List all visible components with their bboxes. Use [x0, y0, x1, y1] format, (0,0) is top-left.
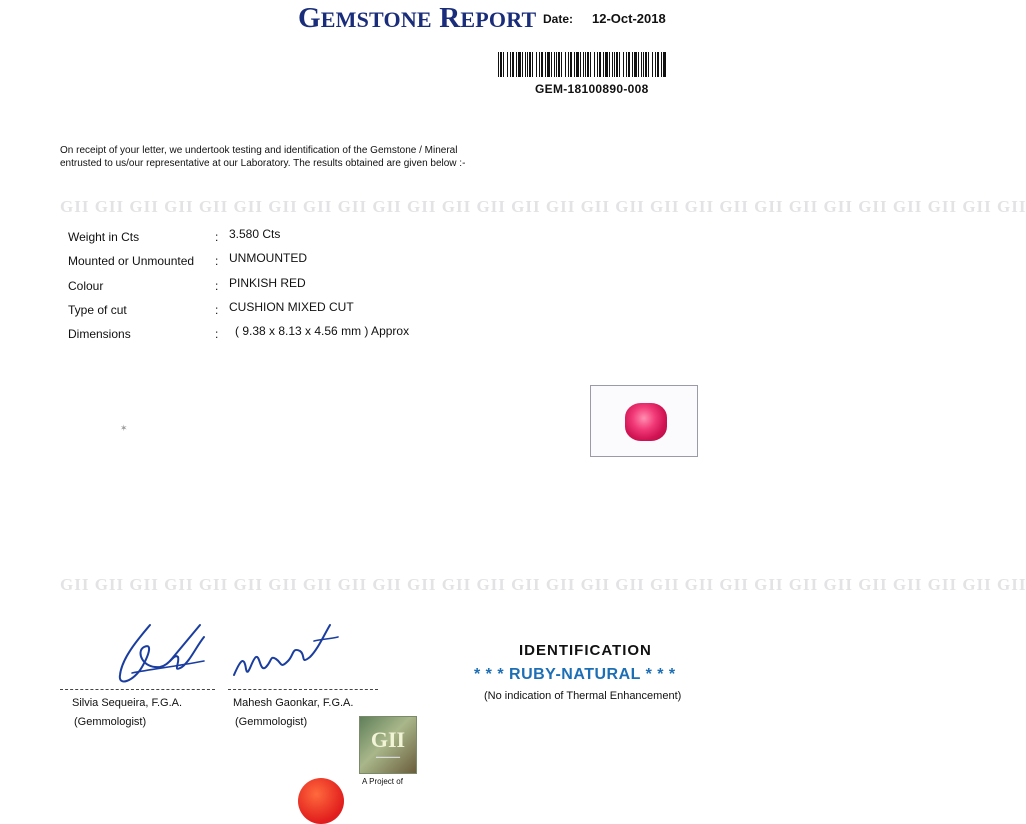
- identification-heading: IDENTIFICATION: [519, 642, 652, 659]
- detail-value: 3.580 Cts: [229, 227, 281, 241]
- identification-result: * * * RUBY-NATURAL * * *: [474, 666, 676, 683]
- gemstone-photo: [590, 385, 698, 457]
- identification-note: (No indication of Thermal Enhancement): [484, 690, 682, 702]
- intro-text: [60, 144, 540, 170]
- detail-colon: :: [215, 230, 219, 244]
- project-caption: A Project of: [362, 777, 403, 786]
- intro-line-2: entrusted to us/our representative at our Laboratory. The results obtained are given below :-: [60, 158, 466, 169]
- detail-colon: :: [215, 303, 219, 317]
- signature-mahesh: [230, 617, 342, 689]
- red-emblem: [298, 778, 344, 824]
- gemmologist-1-role: (Gemmologist): [74, 716, 147, 728]
- paper-speck: ✶: [120, 423, 128, 433]
- report-title: GEMSTONE REPORT: [298, 2, 537, 34]
- gii-logo: [359, 716, 417, 774]
- detail-colon: :: [215, 279, 219, 293]
- gemmologist-2-role: (Gemmologist): [235, 716, 308, 728]
- detail-label: Type of cut: [68, 303, 127, 317]
- signature-line-1: [60, 689, 215, 690]
- watermark-band-top: GII GII GII GII GII GII GII GII GII GII GII GII GII GII GII GII GII GII GII GII GII GII GII GII GII GII GII GII: [60, 197, 1026, 216]
- detail-label: Dimensions: [68, 327, 131, 341]
- detail-value: CUSHION MIXED CUT: [229, 300, 354, 314]
- date-label: Date:: [543, 12, 574, 26]
- gii-logo-text: GII: [370, 727, 406, 752]
- gemmologist-1-name: Silvia Sequeira, F.G.A.: [72, 697, 183, 709]
- report-number: GEM-18100890-008: [535, 82, 649, 96]
- gii-logo-underline: ━━━━━━━━: [375, 755, 401, 761]
- watermark-band-bottom: GII GII GII GII GII GII GII GII GII GII GII GII GII GII GII GII GII GII GII GII GII GII GII GII GII GII GII GII: [60, 575, 1026, 594]
- detail-label: Weight in Cts: [68, 230, 140, 244]
- detail-label: Mounted or Unmounted: [68, 254, 195, 268]
- detail-colon: :: [215, 254, 219, 268]
- detail-value: PINKISH RED: [229, 276, 306, 290]
- gemstone-image: [625, 403, 667, 441]
- report-date: 12-Oct-2018: [592, 11, 666, 26]
- detail-value: UNMOUNTED: [229, 251, 307, 265]
- detail-value: ( 9.38 x 8.13 x 4.56 mm ) Approx: [235, 324, 410, 338]
- intro-line-1: On receipt of your letter, we undertook testing and identification of the Gemstone / Mineral: [60, 145, 458, 156]
- gemmologist-2-name: Mahesh Gaonkar, F.G.A.: [233, 697, 354, 709]
- detail-label: Colour: [68, 279, 104, 293]
- barcode: [498, 52, 664, 77]
- detail-colon: :: [215, 327, 219, 341]
- signature-silvia: [112, 617, 208, 689]
- signature-line-2: [228, 689, 378, 690]
